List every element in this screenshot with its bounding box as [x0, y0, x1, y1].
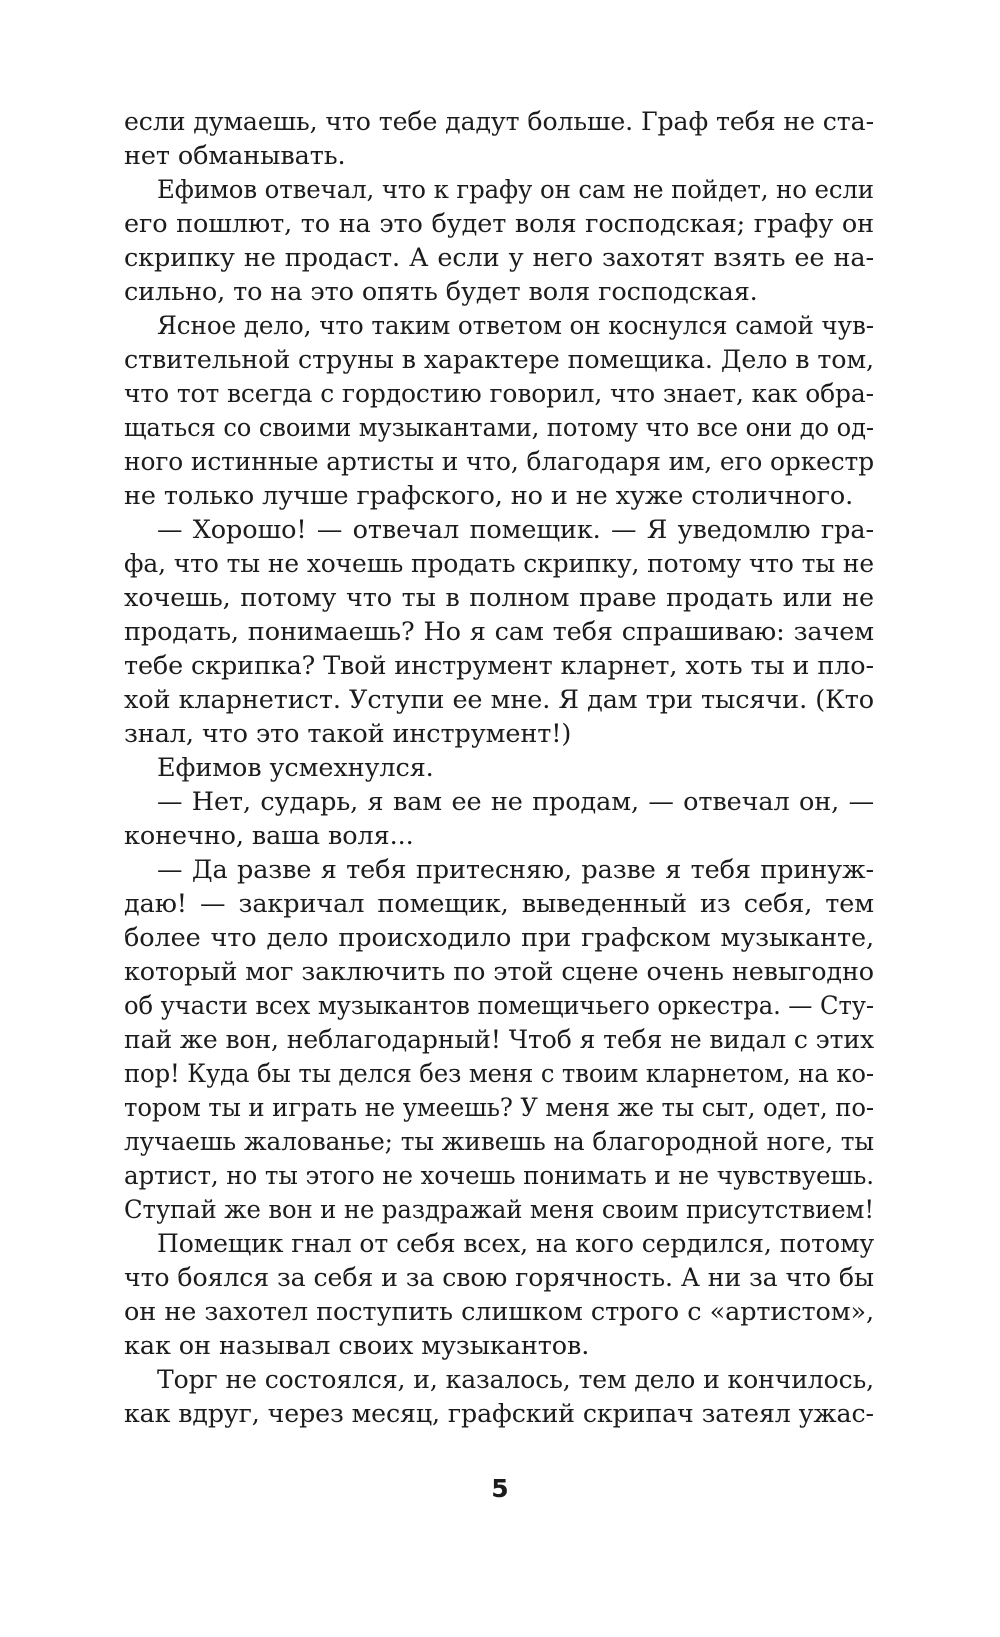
text-line: сильно, то на это опять будет воля господская.	[124, 277, 758, 307]
text-line: хой кларнетист. Уступи ее мне. Я дам три тысячи. (Кто	[124, 685, 875, 715]
text-line: Ясное дело, что таким ответом он коснулся самой чув-	[157, 311, 874, 341]
text-line: Ефимов усмехнулся.	[157, 753, 434, 783]
text-line: что боялся за себя и за свою горячность. А ни за что бы	[124, 1263, 874, 1293]
text-line: знал, что это такой инструмент!)	[124, 719, 572, 749]
text-line: как вдруг, через месяц, графский скрипач затеял ужас-	[124, 1399, 874, 1429]
text-line: ного истинные артисты и что, благодаря им, его оркестр	[124, 447, 874, 477]
text-line: что тот всегда с гордостию говорил, что знает, как обра-	[124, 379, 875, 409]
text-line: он не захотел поступить слишком строго с «артистом»,	[124, 1297, 875, 1327]
text-line: даю! — закричал помещик, выведенный из себя, тем	[124, 889, 875, 919]
text-line: тором ты и играть не умеешь? У меня же ты сыт, одет, по-	[124, 1093, 874, 1123]
text-line: артист, но ты этого не хочешь понимать и не чувствуешь.	[124, 1161, 874, 1191]
text-line: — Хорошо! — отвечал помещик. — Я уведомлю гра-	[157, 515, 874, 545]
text-line: как он называл своих музыкантов.	[124, 1331, 590, 1361]
text-line: лучаешь жалованье; ты живешь на благородной ноге, ты	[124, 1127, 875, 1157]
text-line: хочешь, потому что ты в полном праве продать или не	[124, 583, 874, 613]
text-line: пай же вон, неблагодарный! Чтоб я тебя не видал с этих	[124, 1025, 875, 1055]
text-line: тебе скрипка? Твой инструмент кларнет, хоть ты и пло-	[124, 651, 874, 681]
text-line: его пошлют, то на это будет воля господская; графу он	[124, 209, 874, 239]
text-line: фа, что ты не хочешь продать скрипку, потому что ты не	[124, 549, 875, 579]
text-line: Торг не состоялся, и, казалось, тем дело и кончилось,	[157, 1365, 875, 1395]
text-line: — Нет, сударь, я вам ее не продам, — отвечал он, —	[157, 787, 874, 817]
text-line: продать, понимаешь? Но я сам тебя спрашиваю: зачем	[124, 617, 874, 647]
text-line: который мог заключить по этой сцене очень невыгодно	[124, 957, 874, 987]
text-line: — Да разве я тебя притесняю, разве я тебя принуж-	[157, 855, 874, 885]
text-line: Ступай же вон и не раздражай меня своим присутствием!	[124, 1195, 874, 1225]
text-line: если думаешь, что тебе дадут больше. Граф тебя не ста-	[124, 107, 874, 137]
text-line: Помещик гнал от себя всех, на кого сердился, потому	[157, 1229, 875, 1259]
text-line: об участи всех музыкантов помещичьего оркестра. — Сту-	[124, 991, 875, 1021]
text-line: пор! Куда бы ты делся без меня с твоим кларнетом, на ко-	[124, 1059, 875, 1089]
text-line: ствительной струны в характере помещика. Дело в том,	[124, 345, 874, 375]
text-line: более что дело происходило при графском музыканте,	[124, 923, 875, 953]
text-line: не только лучше графского, но и не хуже столичного.	[124, 481, 854, 511]
text-line: конечно, ваша воля...	[124, 821, 414, 851]
page-number: 5	[491, 1474, 509, 1503]
text-line: щаться со своими музыкантами, потому что все они до од-	[124, 413, 874, 443]
text-line: Ефимов отвечал, что к графу он сам не пойдет, но если	[157, 175, 874, 205]
text-line: нет обманывать.	[124, 141, 346, 171]
text-line: скрипку не продаст. А если у него захотят взять ее на-	[124, 243, 874, 273]
